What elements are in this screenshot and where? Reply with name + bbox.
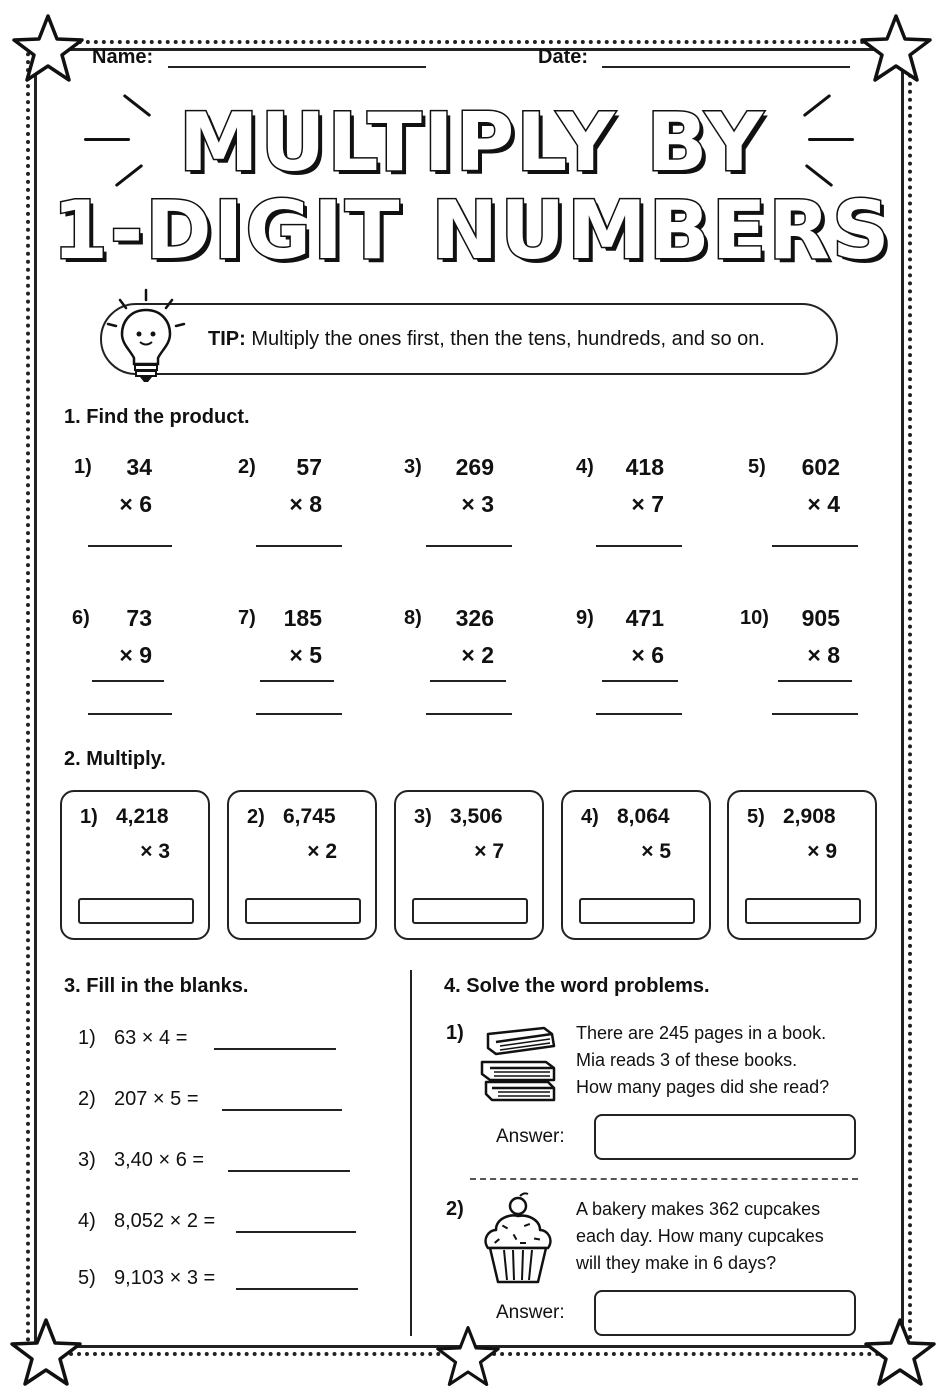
problem-top-number: 2,908: [783, 805, 836, 828]
word-problem-line: Mia reads 3 of these books.: [576, 1050, 798, 1070]
problem-top-number: 3,506: [450, 805, 503, 828]
section-2-heading: 2. Multiply.: [64, 748, 166, 770]
word-problem-text: [576, 1196, 876, 1277]
column-divider: [410, 970, 412, 1336]
problem-number: 1): [80, 806, 98, 828]
fill-blank[interactable]: [236, 1231, 356, 1233]
problem-number: 7): [238, 607, 256, 629]
tip-body: Multiply the ones first, then the tens, hundreds, and so on.: [245, 328, 765, 350]
problem-number: 4): [576, 456, 594, 478]
multiply-card: [561, 790, 711, 940]
problem-number: 8): [404, 607, 422, 629]
fill-equation: 8,052 × 2 =: [114, 1210, 216, 1232]
problem-top-number: 57: [296, 454, 322, 480]
fill-equation: 3,40 × 6 =: [114, 1149, 205, 1171]
problem-number: 2): [446, 1198, 464, 1220]
product-line: [602, 680, 678, 682]
problem-multiplier: × 4: [807, 491, 840, 517]
answer-line[interactable]: [256, 545, 342, 547]
problem-top-number: 185: [283, 605, 322, 631]
answer-label: Answer:: [496, 1302, 565, 1323]
section-3-heading: 3. Fill in the blanks.: [64, 975, 249, 997]
fill-blank[interactable]: [214, 1048, 336, 1050]
problem-multiplier: × 9: [807, 840, 837, 863]
tip-label: TIP:: [208, 328, 246, 350]
problem-multiplier: × 5: [641, 840, 671, 863]
answer-box[interactable]: [594, 1290, 856, 1336]
item-number: 4): [78, 1210, 96, 1232]
answer-line[interactable]: [596, 713, 682, 715]
title-line-2: 1-DIGIT NUMBERS: [52, 184, 892, 277]
problem-multiplier: × 7: [631, 491, 664, 517]
star-icon: [436, 1324, 500, 1388]
problem-number: 2): [238, 456, 256, 478]
product-line: [430, 680, 506, 682]
answer-label: Answer:: [496, 1126, 565, 1147]
problem-top-number: 602: [801, 454, 840, 480]
problem-number: 9): [576, 607, 594, 629]
problem-number: 5): [747, 806, 765, 828]
problem-number: 10): [740, 607, 769, 629]
lightbulb-icon: [104, 288, 188, 388]
answer-line[interactable]: [426, 545, 512, 547]
answer-line[interactable]: [772, 713, 858, 715]
word-problem-text: [576, 1020, 876, 1101]
fill-equation: 207 × 5 =: [114, 1088, 199, 1110]
problem-top-number: 34: [126, 454, 152, 480]
problem-top-number: 418: [625, 454, 664, 480]
answer-line[interactable]: [88, 545, 172, 547]
multiply-card: [227, 790, 377, 940]
problem-number: 1): [74, 456, 92, 478]
problem-multiplier: × 9: [119, 642, 152, 668]
problem-top-number: 4,218: [116, 805, 169, 828]
tip-text: [208, 328, 765, 351]
item-number: 5): [78, 1267, 96, 1289]
word-problem-line: each day. How many cupcakes: [576, 1226, 824, 1246]
name-field[interactable]: [168, 66, 426, 68]
fill-blank[interactable]: [236, 1288, 358, 1290]
word-problem-line: There are 245 pages in a book.: [576, 1023, 827, 1043]
problem-top-number: 8,064: [617, 805, 670, 828]
problem-number: 3): [414, 806, 432, 828]
problem-multiplier: × 6: [119, 491, 152, 517]
fill-blank[interactable]: [228, 1170, 350, 1172]
name-label: Name:: [92, 46, 154, 68]
books-icon: [478, 1024, 562, 1106]
problem-top-number: 6,745: [283, 805, 336, 828]
item-number: 2): [78, 1088, 96, 1110]
problem-multiplier: × 6: [631, 642, 664, 668]
date-field[interactable]: [602, 66, 850, 68]
answer-line[interactable]: [596, 545, 682, 547]
fill-blank[interactable]: [222, 1109, 342, 1111]
problem-top-number: 73: [126, 605, 152, 631]
title-line-1: MULTIPLY BY: [178, 96, 766, 189]
problem-multiplier: × 3: [140, 840, 170, 863]
problem-number: 2): [247, 806, 265, 828]
problem-number: 5): [748, 456, 766, 478]
answer-line[interactable]: [256, 713, 342, 715]
section-1-heading: 1. Find the product.: [64, 406, 250, 428]
fill-equation: 9,103 × 3 =: [114, 1267, 216, 1289]
problem-multiplier: × 2: [307, 840, 337, 863]
answer-box[interactable]: [745, 898, 861, 924]
problem-multiplier: × 7: [474, 840, 504, 863]
product-line: [260, 680, 334, 682]
problem-top-number: 269: [455, 454, 494, 480]
word-problem-line: will they make in 6 days?: [576, 1253, 777, 1273]
answer-box[interactable]: [412, 898, 528, 924]
item-number: 1): [78, 1027, 96, 1049]
section-4-heading: 4. Solve the word problems.: [444, 975, 710, 997]
answer-box[interactable]: [78, 898, 194, 924]
problem-multiplier: × 3: [461, 491, 494, 517]
product-line: [92, 680, 164, 682]
answer-box[interactable]: [579, 898, 695, 924]
cupcake-icon: [480, 1190, 556, 1286]
multiply-card: [727, 790, 877, 940]
star-icon: [860, 12, 932, 84]
problem-divider: [470, 1178, 858, 1180]
problem-top-number: 326: [455, 605, 494, 631]
answer-box[interactable]: [245, 898, 361, 924]
problem-multiplier: × 8: [289, 491, 322, 517]
star-icon: [10, 1316, 82, 1388]
answer-line[interactable]: [426, 713, 512, 715]
answer-line[interactable]: [772, 545, 858, 547]
problem-number: 3): [404, 456, 422, 478]
word-problem-line: A bakery makes 362 cupcakes: [576, 1199, 821, 1219]
problem-top-number: 471: [625, 605, 664, 631]
multiply-card: [394, 790, 544, 940]
problem-number: 4): [581, 806, 599, 828]
problem-multiplier: × 2: [461, 642, 494, 668]
problem-number: 1): [446, 1022, 464, 1044]
answer-line[interactable]: [88, 713, 172, 715]
problem-top-number: 905: [801, 605, 840, 631]
answer-box[interactable]: [594, 1114, 856, 1160]
item-number: 3): [78, 1149, 96, 1171]
multiply-card: [60, 790, 210, 940]
star-icon: [12, 12, 84, 84]
problem-number: 6): [72, 607, 90, 629]
problem-multiplier: × 5: [289, 642, 322, 668]
product-line: [778, 680, 852, 682]
problem-multiplier: × 8: [807, 642, 840, 668]
word-problem-line: How many pages did she read?: [576, 1077, 830, 1097]
date-label: Date:: [538, 46, 589, 68]
star-icon: [864, 1316, 936, 1388]
fill-equation: 63 × 4 =: [114, 1027, 188, 1049]
